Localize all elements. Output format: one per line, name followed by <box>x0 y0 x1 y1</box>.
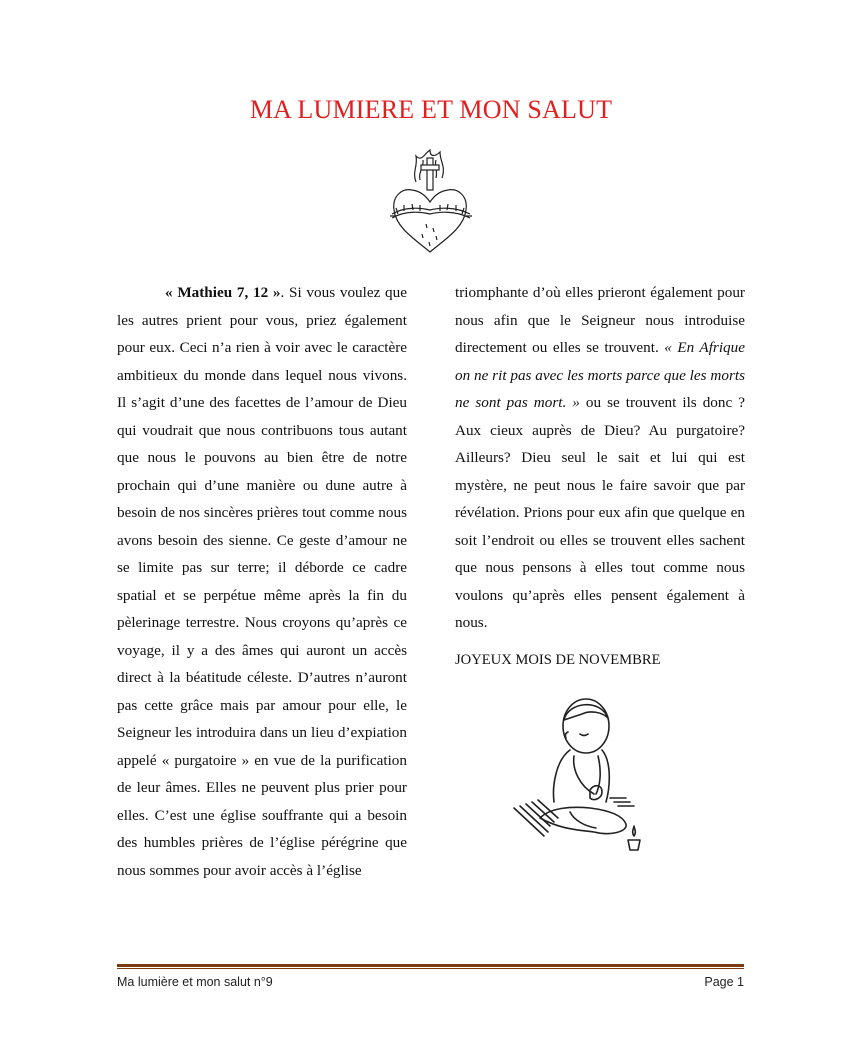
praying-child-icon <box>510 690 650 855</box>
sacred-heart-icon <box>386 148 474 260</box>
left-paragraph-text: . Si vous voulez que les autres prient pour vous, priez également pour eux. Ceci n’a rien à voir avec le caractère ambitieux du monde dans lequel nous vivons. Il s’agit d’une des facettes de l’amour de Dieu qui voudrait que nous contribuons tous autant que nous le pouvons au bien être de notre prochain qui d’une manière ou dune autre à besoin de nos sincères prières tout comme nous avons besoin des sienne. Ce geste d’amour ne se limite pas sur terre; il déborde ce cadre spatial et se perpétue même après la fin du pèlerinage terrestre. Nous croyons qu’après ce voyage, il y a des âmes qui auront un accès direct à la béatitude céleste. D’autres n’auront pas cette grâce mais par amour pour elle, le Seigneur les introduira dans un lieu d’expiation appelé « purgatoire » en vue de la purification de leur âmes. Elles ne peuvent plus prier pour elles. C’est une église souffrante qui a besoin des humbles prières de l’église pérégrine que nous sommes pour avoir accès à l’église <box>117 284 407 879</box>
right-paragraph-text-after: ou se trouvent ils donc ? Aux cieux auprès de Dieu? Au purgatoire? Ailleurs? Dieu seul le sait et lui qui est mystère, ne peut nous le faire savoir que par révélation. Prions pour eux afin que quelque en soit l’endroit ou elles se trouvent elles sachent que nous pensons à elles tout comme nous voulons qu’après elles pensent également à nous. <box>455 394 745 631</box>
page-number: Page 1 <box>704 975 744 989</box>
left-column <box>117 279 407 884</box>
bible-reference: « Mathieu 7, 12 » <box>165 284 281 301</box>
closing-greeting: JOYEUX MOIS DE NOVEMBRE <box>455 651 661 668</box>
footer-publication: Ma lumière et mon salut n°9 <box>117 975 273 989</box>
right-paragraph-text-before: triomphante d’où elles prieront également pour nous afin que le Seigneur nous introduise directement ou elles se trouvent. <box>455 284 745 356</box>
left-paragraph <box>117 279 407 884</box>
proverb-quote: « En Afrique on ne rit pas avec les morts parce que les morts ne sont pas mort. » <box>455 339 745 411</box>
footer-rule <box>117 964 744 969</box>
right-column <box>455 279 745 674</box>
page-title: MA LUMIERE ET MON SALUT <box>249 95 613 124</box>
right-paragraph <box>455 279 745 637</box>
